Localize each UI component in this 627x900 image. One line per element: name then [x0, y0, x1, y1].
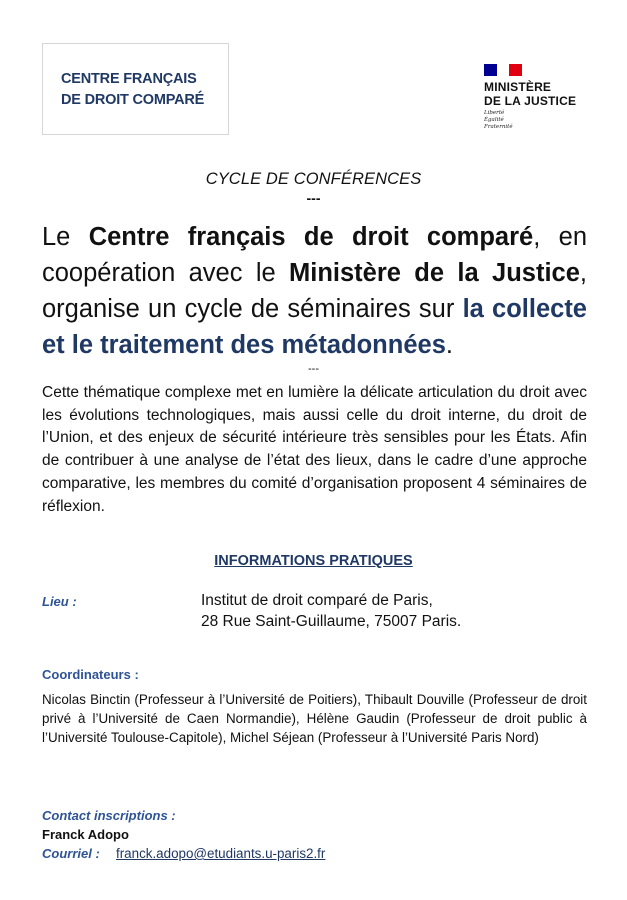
description-paragraph: Cette thématique complexe met en lumière la délicate articulation du droit avec les évolutions technologiques, mais aussi celle du droit interne, du droit de l’Union, et des enjeux de sécurité intérieure très sensibles pour les États. Afin de contribuer à une analyse de l’état des lieux, dans le cadre d’une approche comparative, les membres du comité d’organisation proposent 4 séminaires de réflexion. [42, 384, 587, 515]
seminar-topic: la collecte et le traitement des métadonnées [42, 295, 587, 359]
courriel-label: Courriel : [42, 846, 100, 861]
lieu-address-line2: 28 Rue Saint-Guillaume, 75007 Paris. [201, 613, 462, 630]
cfdc-logo-line2: DE DROIT COMPARÉ [61, 92, 205, 108]
motto-fraternite: Fraternité [484, 124, 513, 130]
email-link[interactable]: franck.adopo@etudiants.u-paris2.fr [116, 846, 326, 861]
contact-name: Franck Adopo [42, 827, 129, 842]
french-flag-icon [484, 64, 522, 76]
intro-statement: Le Centre français de droit comparé, en coopération avec le Ministère de la Justice, organise un cycle de séminaires sur la collecte et le traitement des métadonnées. [42, 223, 587, 359]
centre-name: Centre français de droit comparé [88, 223, 534, 251]
coordinators-label: Coordinateurs : [42, 667, 139, 682]
motto-liberte: Liberté [484, 110, 505, 116]
lieu-address-line1: Institut de droit comparé de Paris, [201, 592, 433, 609]
ministry-name: Ministère de la Justice [289, 259, 580, 287]
contact-label: Contact inscriptions : [42, 808, 176, 823]
motto-egalite: Égalité [484, 117, 504, 123]
ministry-name-line2: DE LA JUSTICE [484, 94, 577, 108]
info-section-title: INFORMATIONS PRATIQUES [214, 553, 413, 569]
cfdc-logo-line1: CENTRE FRANÇAIS [61, 71, 197, 87]
separator: --- [308, 363, 319, 375]
lieu-label: Lieu : [42, 594, 77, 609]
coordinators-list: Nicolas Binctin (Professeur à l’Université de Poitiers), Thibault Douville (Professeur de droit privé à l’Université de Caen Normandie), Hélène Gaudin (Professeur de droit public à l’Université Toulouse-Capitole), Michel Séjean (Professeur à l’Université Paris Nord) [42, 692, 587, 746]
ministry-logo [482, 64, 592, 134]
page-title: CYCLE DE CONFÉRENCES [205, 170, 422, 188]
cfdc-logo [42, 43, 229, 135]
ministry-name-line1: MINISTÈRE [484, 80, 552, 94]
separator: --- [306, 190, 321, 206]
